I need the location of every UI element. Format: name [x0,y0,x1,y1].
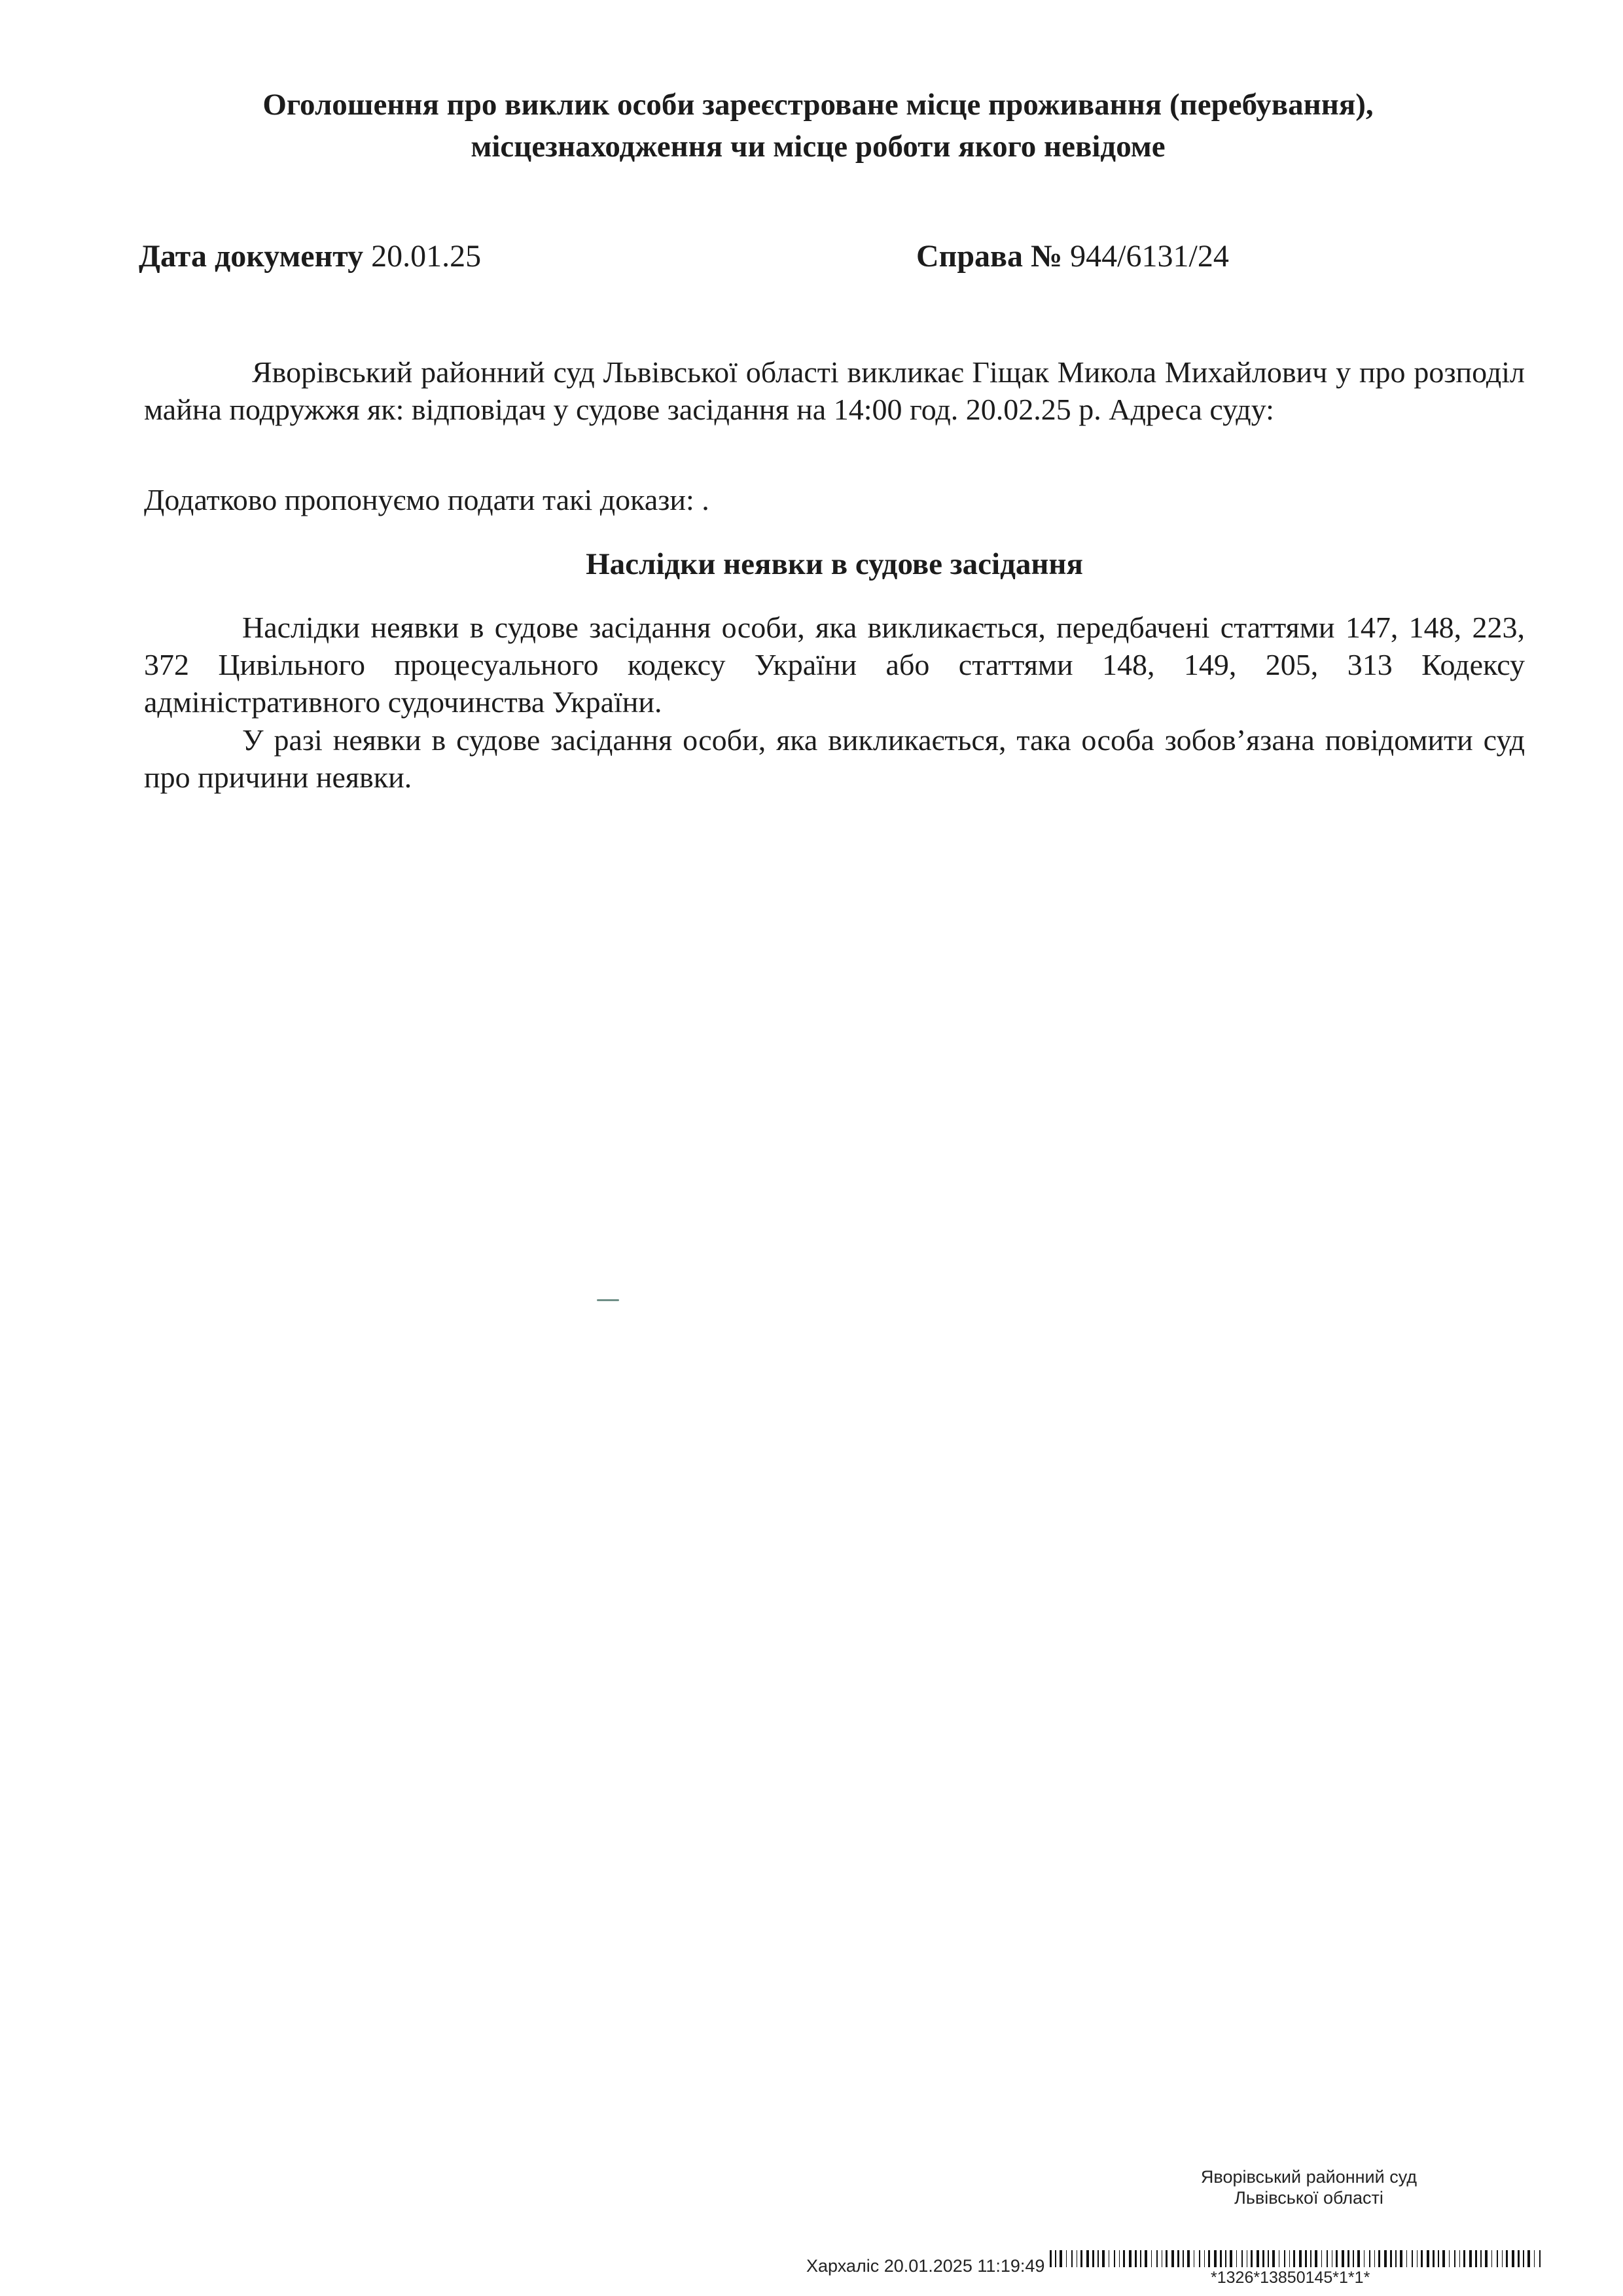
document-title [144,84,1492,168]
case-number [916,237,1229,276]
consequences-paragraph: Наслідки неявки в судове засідання особи, яка викликається, передбачені статтями 147, 148, 223, 372 Цивільного процесуального кодексу України або статтями 148, 149, 205, 313 Кодексу адміністративного судочинства України. [144,611,1525,719]
evidence-line: Додатково пропонуємо подати такі докази: . [144,483,709,516]
notify-paragraph: У разі неявки в судове засідання особи, яка викликається, така особа зобов’язана повідомити суд про причини неявки. [144,723,1525,794]
section-heading: Наслідки неявки в судове засідання [586,547,1083,581]
court-stamp-line-1: Яворівський районний суд [1200,2167,1418,2187]
barcode [1050,2250,1547,2267]
summons-paragraph: Яворівський районний суд Львівської області викликає Гіщак Микола Михайлович у про розподіл майна подружжя як: відповідач у судове засідання на 14:00 год. 20.02.25 р. Адреса суду: [144,355,1525,426]
date-value: 20.01.25 [371,239,482,274]
case-label: Справа № [916,239,1063,274]
clerk-timestamp: Хархаліс 20.01.2025 11:19:49 [806,2256,1045,2276]
barcode-code: *1326*13850145*1*1* [1211,2269,1370,2287]
title-line-1: Оголошення про виклик особи зареєстроване місце проживання (перебування), [262,88,1374,122]
case-value: 944/6131/24 [1070,239,1229,274]
title-line-2: місцезнаходження чи місце роботи якого невідоме [471,130,1166,164]
court-stamp-line-2: Львівської області [1234,2188,1383,2208]
court-stamp [1165,2166,1453,2208]
scan-mark [597,1299,619,1301]
document-date [139,237,481,276]
date-label: Дата документу [139,239,364,274]
